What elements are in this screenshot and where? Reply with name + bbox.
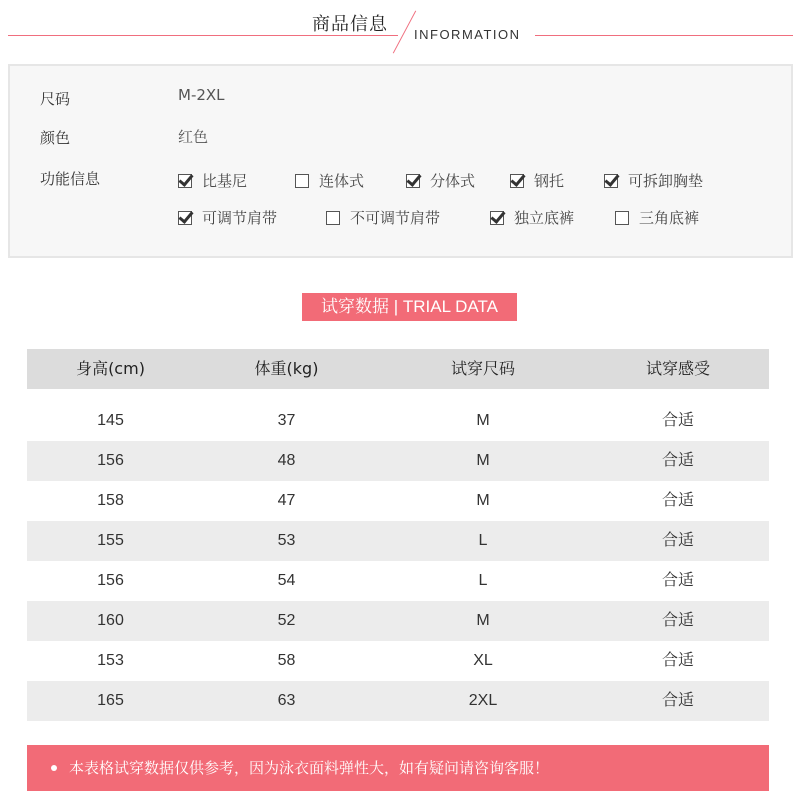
feature-triangle-bottoms[interactable]	[615, 207, 699, 228]
size-cell: L	[478, 572, 488, 589]
checkbox-icon[interactable]	[178, 174, 192, 188]
checkbox-icon[interactable]	[295, 174, 309, 188]
height-cell: 165	[97, 692, 124, 709]
checkbox-icon[interactable]	[510, 174, 524, 188]
feature-label: 分体式	[430, 172, 476, 190]
size-cell: 2XL	[468, 692, 498, 709]
size-cell: M	[476, 492, 490, 509]
table-header	[27, 349, 769, 389]
fit-cell: 合适	[661, 572, 694, 589]
size-cell: M	[476, 452, 490, 469]
table-row	[27, 561, 769, 601]
fit-cell: 合适	[661, 412, 694, 429]
feature-non-adjustable-straps[interactable]	[326, 207, 440, 228]
weight-cell: 63	[277, 692, 296, 709]
size-cell: L	[478, 532, 488, 549]
checkbox-icon[interactable]	[615, 211, 629, 225]
table-gap	[27, 389, 769, 401]
feature-label: 钢托	[534, 172, 565, 190]
feature-label: 不可调节肩带	[350, 209, 441, 227]
weight-cell: 37	[277, 412, 296, 429]
column-header-size: 试穿尺码	[450, 359, 515, 378]
table-row	[27, 401, 769, 441]
table-row	[27, 521, 769, 561]
weight-cell: 52	[277, 612, 296, 629]
disclaimer-banner	[27, 745, 769, 791]
weight-cell: 48	[277, 452, 296, 469]
size-cell: M	[476, 612, 490, 629]
weight-cell: 53	[277, 532, 296, 549]
fit-cell: 合适	[661, 692, 694, 709]
table-row	[27, 441, 769, 481]
feature-removable-pads[interactable]	[604, 170, 703, 191]
trial-data-table	[27, 349, 769, 721]
height-cell: 156	[97, 452, 124, 469]
fit-cell: 合适	[661, 652, 694, 669]
feature-adjustable-straps[interactable]	[178, 207, 277, 228]
section-title-en: INFORMATION	[414, 27, 521, 42]
height-cell: 158	[97, 492, 124, 509]
fit-cell: 合适	[661, 612, 694, 629]
checkbox-icon[interactable]	[604, 174, 618, 188]
table-row	[27, 641, 769, 681]
feature-label: 可调节肩带	[202, 209, 278, 227]
section-title-cn: 商品信息	[312, 14, 388, 35]
header-slash-divider	[393, 11, 416, 54]
features-label: 功能信息	[40, 170, 101, 188]
fit-cell: 合适	[661, 452, 694, 469]
checkbox-icon[interactable]	[490, 211, 504, 225]
height-cell: 156	[97, 572, 124, 589]
color-value: 红色	[178, 128, 209, 146]
fit-cell: 合适	[661, 492, 694, 509]
trial-data-title: 试穿数据 | TRIAL DATA	[302, 293, 517, 321]
disclaimer-text: 本表格试穿数据仅供参考，因为泳衣面料弹性大，如有疑问请咨询客服！	[69, 759, 550, 777]
feature-label: 可拆卸胸垫	[628, 172, 704, 190]
color-label: 颜色	[40, 129, 71, 147]
table-row	[27, 601, 769, 641]
checkbox-icon[interactable]	[178, 211, 192, 225]
column-header-weight: 体重(kg)	[254, 359, 319, 378]
height-cell: 153	[97, 652, 124, 669]
weight-cell: 54	[277, 572, 296, 589]
column-header-fit: 试穿感受	[645, 359, 710, 378]
height-cell: 145	[97, 412, 124, 429]
feature-label: 连体式	[319, 172, 365, 190]
checkbox-icon[interactable]	[406, 174, 420, 188]
table-row	[27, 481, 769, 521]
size-value: M-2XL	[178, 86, 225, 104]
feature-two-piece[interactable]	[406, 170, 475, 191]
column-header-height: 身高(cm)	[76, 359, 145, 378]
height-cell: 160	[97, 612, 124, 629]
feature-label: 独立底裤	[514, 209, 575, 227]
feature-label: 比基尼	[202, 172, 248, 190]
feature-label: 三角底裤	[639, 209, 700, 227]
feature-underwire[interactable]	[510, 170, 564, 191]
feature-separate-bottoms[interactable]	[490, 207, 574, 228]
feature-bikini[interactable]	[178, 170, 247, 191]
height-cell: 155	[97, 532, 124, 549]
feature-one-piece[interactable]	[295, 170, 364, 191]
size-cell: M	[476, 412, 490, 429]
weight-cell: 47	[277, 492, 296, 509]
size-cell: XL	[473, 652, 493, 669]
size-label: 尺码	[40, 90, 71, 108]
table-row	[27, 681, 769, 721]
fit-cell: 合适	[661, 532, 694, 549]
header-divider-right	[535, 35, 793, 36]
weight-cell: 58	[277, 652, 296, 669]
checkbox-icon[interactable]	[326, 211, 340, 225]
bullet-icon	[51, 765, 57, 771]
product-info-panel	[8, 64, 793, 258]
